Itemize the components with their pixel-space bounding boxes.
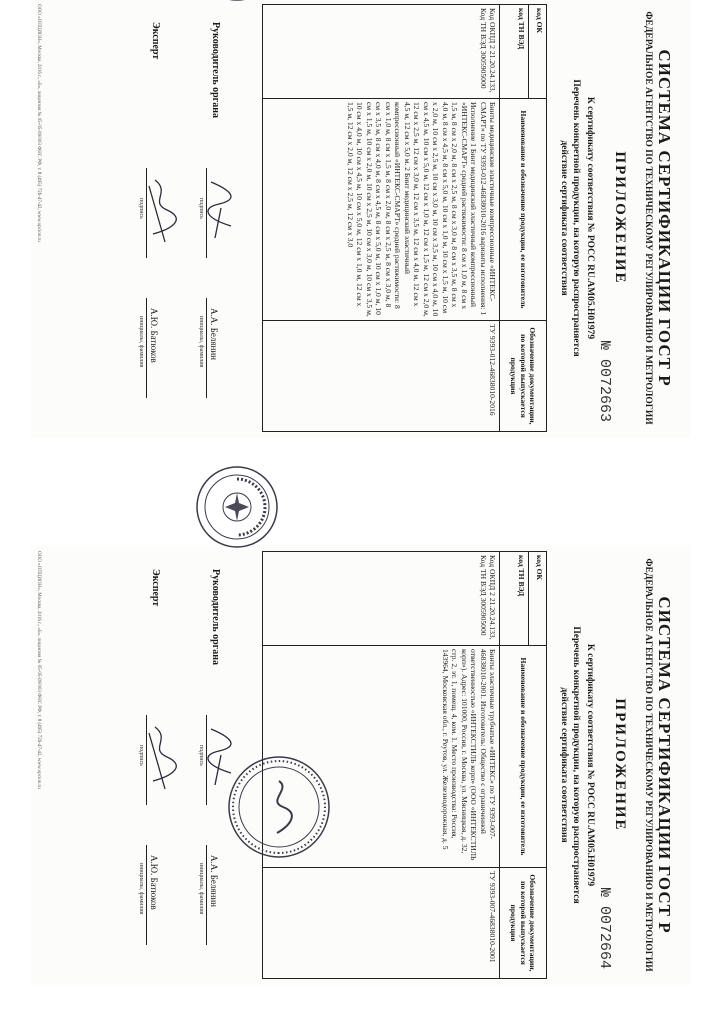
expert-label: Эксперт xyxy=(150,22,161,60)
expert-label: Эксперт xyxy=(150,569,161,607)
head-signature-icon xyxy=(203,178,239,248)
serial-number: № 0072664 xyxy=(596,887,613,969)
expert-signature-icon xyxy=(143,723,179,799)
column-header-codes xyxy=(500,5,547,99)
list-caption-line-2: действие сертификата соответствия xyxy=(559,687,569,843)
column-header-tnved-code: код ТН ВЭД xyxy=(516,552,528,645)
expert-name-line xyxy=(146,298,147,398)
printer-footer: ООО «ОПЦИОН», Москва, 2016 г., «Б», лицензия № 05-05-09/003 ФНС РФ, т. 8 (495) 726-47-42, www.opcion.ru xyxy=(36,551,42,789)
certificate-appendix-sheet-2 xyxy=(31,545,691,985)
head-signature-caption: подпись xyxy=(198,745,204,766)
head-signature-caption: подпись xyxy=(198,198,204,219)
column-header-product: Наименование и обозначение продукции, ее изготовитель xyxy=(500,98,547,320)
certificate-appendix-sheet-1 xyxy=(31,0,691,438)
column-header-tnved-code: код ТН ВЭД xyxy=(516,5,528,98)
agency-title: ФЕДЕРАЛЬНОЕ АГЕНТСТВО ПО ТЕХНИЧЕСКОМУ РЕГУЛИРОВАНИЮ И МЕТРОЛОГИИ xyxy=(643,11,653,425)
row-codes: Код ОКПД 2 21.20.24.133, Код ТН ВЭД 3005905000 xyxy=(263,5,500,99)
expert-name-caption: инициалы, фамилия xyxy=(138,863,144,915)
expert-name-line xyxy=(146,845,147,945)
agency-title: ФЕДЕРАЛЬНОЕ АГЕНТСТВО ПО ТЕХНИЧЕСКОМУ РЕГУЛИРОВАНИЮ И МЕТРОЛОГИИ xyxy=(643,558,653,972)
expert-name-caption: инициалы, фамилия xyxy=(138,316,144,368)
column-header-product: Наименование и обозначение продукции, ее изготовитель xyxy=(500,645,547,867)
certification-body-seal-icon xyxy=(195,0,279,2)
certificate-reference: К сертификату соответствия № РОСС RU.AM05.H01979 xyxy=(585,643,595,887)
serial-number: № 0072663 xyxy=(596,340,613,422)
head-name-line xyxy=(206,845,207,945)
head-of-body-label: Руководитель органа xyxy=(210,22,221,118)
certification-body-seal-icon xyxy=(195,465,279,549)
row-documentation: ТУ 9393-007-46838010-2001 xyxy=(263,867,500,978)
row-documentation: ТУ 9393-012-46838010-2016 xyxy=(263,320,500,431)
expert-name: А.Ю. Батюков xyxy=(149,855,159,910)
column-header-documentation: Обозначение документации, по которой выпускается продукция xyxy=(500,320,547,431)
head-name-caption: инициалы, фамилия xyxy=(198,316,204,368)
expert-signature-caption: подпись xyxy=(138,745,144,766)
row-codes: Код ОКПД 2 21.20.24.133, Код ТН ВЭД 3005905000 xyxy=(263,552,500,646)
list-caption-line-1: Перечень конкретной продукции, на которую распространяется xyxy=(571,626,581,904)
table-header-row xyxy=(500,5,547,432)
product-table xyxy=(262,4,547,432)
row-product-description: Бинты эластичные трубчатые «ИНТЕКС» по ТУ 9393-007-46838010-2001. Изготовитель: Общество с ограниченной ответственностью «ИНТЕКСТИЛЬ корп» (ООО «ИНТЕКСТИЛЬ корп»). Адрес: 101000, Россия, г. Москва, ул. Мясницкая, д. 32, стр. 2, эт. 1, помещ. 4, ком. 1. Место производства: Россия, 143964, Московская обл., г. Реутов, ул. Железнодорожная, д. 5 xyxy=(263,645,500,867)
head-name: А.А. Белянин xyxy=(209,855,219,907)
list-caption-line-2: действие сертификата соответствия xyxy=(559,140,569,296)
column-header-documentation: Обозначение документации, по которой выпускается продукция xyxy=(500,867,547,978)
column-header-ok-code: код ОК xyxy=(535,8,544,34)
head-name: А.А. Белянин xyxy=(209,308,219,360)
expert-signature-caption: подпись xyxy=(138,198,144,219)
head-name-caption: инициалы, фамилия xyxy=(198,863,204,915)
certificate-reference: К сертификату соответствия № РОСС RU.AM05.H01979 xyxy=(585,96,595,340)
system-title: СИСТЕМА СЕРТИФИКАЦИИ ГОСТ Р xyxy=(655,49,674,387)
column-header-codes xyxy=(500,552,547,646)
expert-name: А.Ю. Батюков xyxy=(149,308,159,363)
appendix-title: ПРИЛОЖЕНИЕ xyxy=(612,698,628,832)
manufacturer-stamp-icon xyxy=(227,755,331,859)
column-header-ok-code: код ОК xyxy=(535,555,544,581)
list-caption-line-1: Перечень конкретной продукции, на которую распространяется xyxy=(571,79,581,357)
head-name-line xyxy=(206,298,207,398)
expert-signature-icon xyxy=(143,176,179,252)
system-title: СИСТЕМА СЕРТИФИКАЦИИ ГОСТ Р xyxy=(655,596,674,934)
printer-footer: ООО «ОПЦИОН», Москва, 2016 г., «Б», лицензия № 05-05-09/003 ФНС РФ, т. 8 (495) 726-47-42, www.opcion.ru xyxy=(36,4,42,242)
table-header-row xyxy=(500,552,547,979)
row-product-description: Бинты медицинские эластичные компрессионные «ИНТЕКС-СМАРТ» по ТУ 9393-012-46838010-2016 варианты исполнения: 1 Исполнение 1 Бинт медицинский эластичный компрессионный «ИНТЕКС-СМАРТ» средней растяжимости: 8 см х 1,0 м, 8 см х 1,5 м, 8 см х 2,0 м, 8 см х 2,5 м, 8 см х 3,0 м, 8 см х 3,5 м, 8 см х 4,0 м, 8 см х 4,5 м, 8 см х 5,0 м, 10 см х 1,0 м, 10 см х 1,5 м, 10 см х 2,0 м, 10 см х 2,5 м, 10 см х 3,0 м, 10 см х 3,5 м, 10 см х 4,0 м, 10 см х 4,5 м, 10 см х 5,0 м, 12 см х 1,0 м, 12 см х 1,5 м, 12 см х 2,0 м, 12 см х 2,5 м, 12 см х 3,0 м, 12 см х 3,5 м, 12 см х 4,0 м, 12 см х 4,5 м, 12 см х 5,0 м. 2 Бинт медицинский эластичный компрессионный «ИНТЕКС-СМАРТ» средней растяжимости: 8 см х 1,0 м, 8 см х 1,5 м, 8 см х 2,0 м, 8 см х 2,5 м, 8 см х 3,0 м, 8 см х 3,5 м, 8 см х 4,0 м, 8 см х 4,5 м, 8 см х 5,0 м, 10 см х 1,0 м, 10 см х 1,5 м, 10 см х 2,0 м, 10 см х 2,5 м, 10 см х 3,0 м, 10 см х 3,5 м, 10 см х 4,0 м, 10 см х 4,5 м, 10 см х 5,0 м, 12 см х 1,0 м, 12 см х 1,5 м, 12 см х 2,0 м, 12 см х 2,5 м, 12 см х 3,0 xyxy=(263,98,500,320)
table-row xyxy=(263,5,500,432)
head-of-body-label: Руководитель органа xyxy=(210,569,221,665)
appendix-title: ПРИЛОЖЕНИЕ xyxy=(612,151,628,285)
